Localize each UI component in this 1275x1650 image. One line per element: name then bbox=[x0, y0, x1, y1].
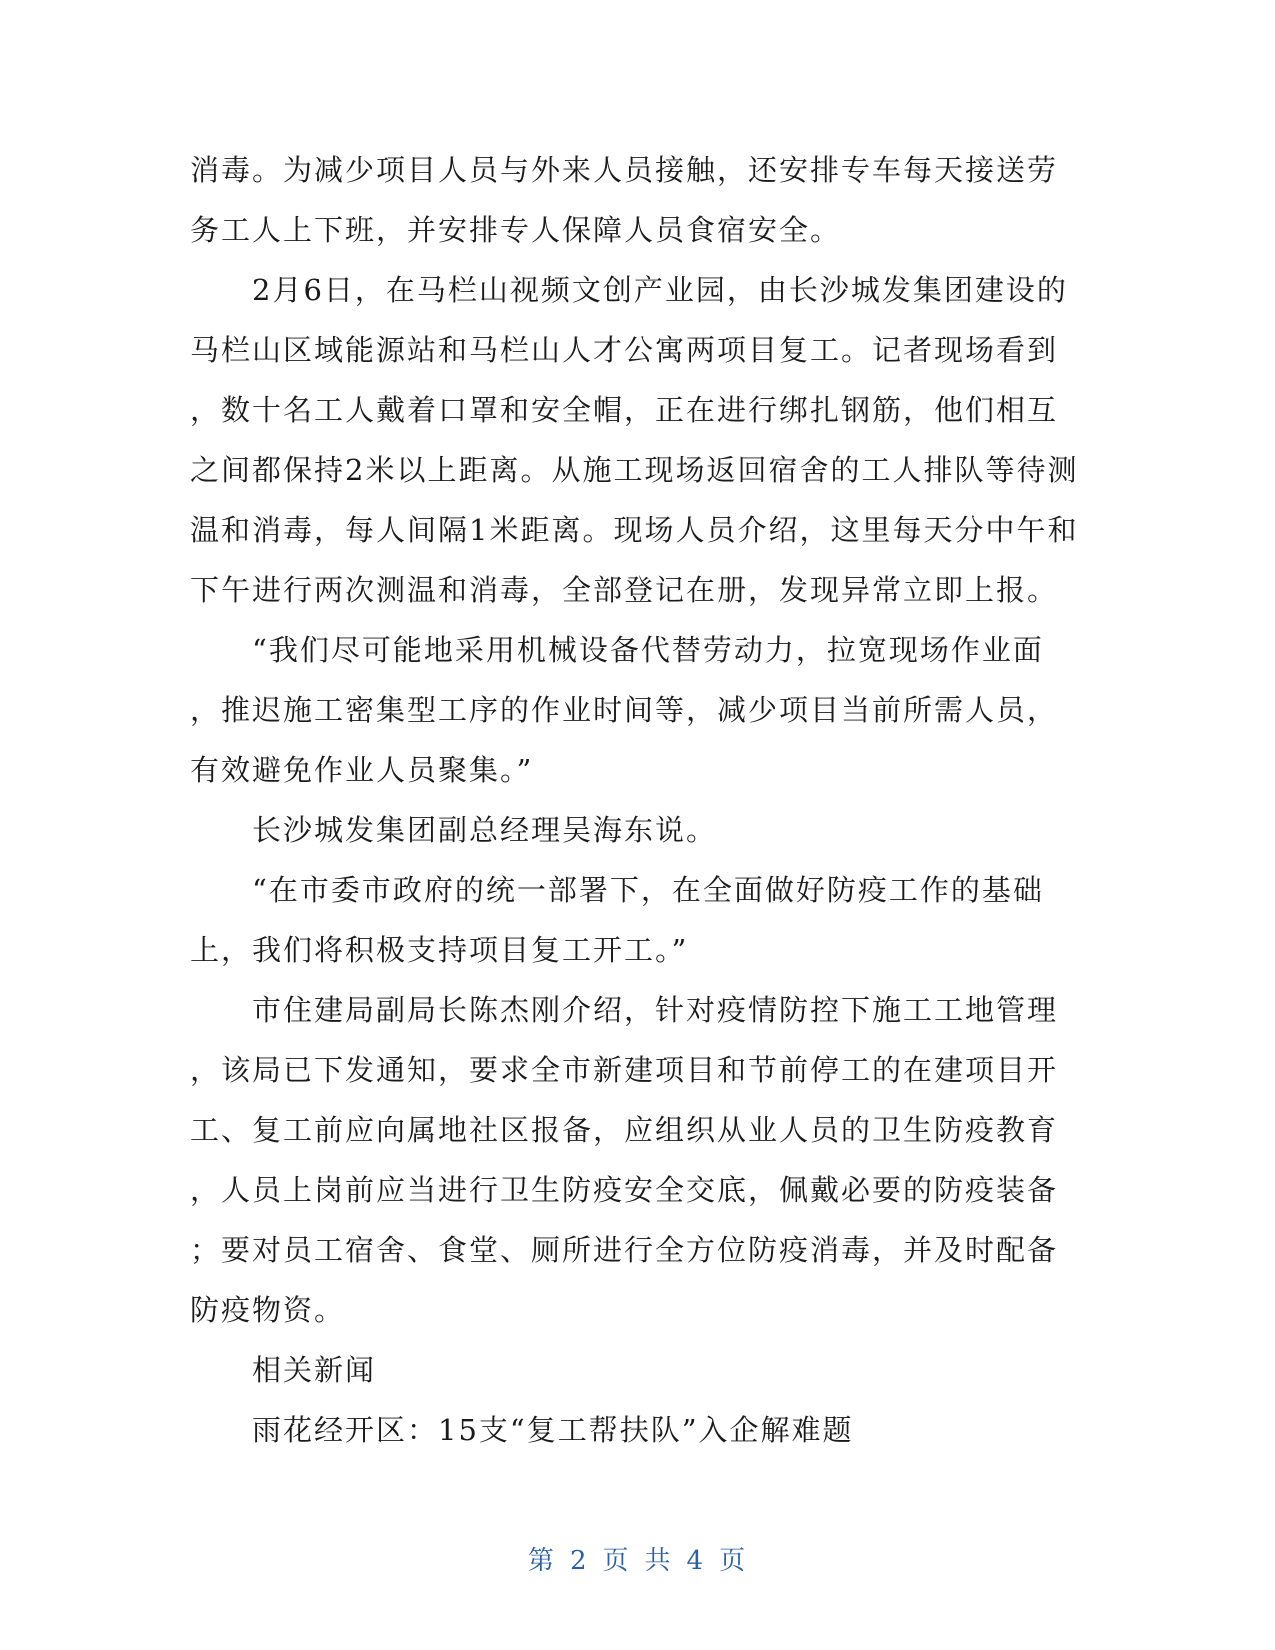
footer-ye: 页 bbox=[602, 1546, 631, 1576]
text-line: 上，我们将积极支持项目复工开工。” bbox=[190, 933, 689, 967]
section-heading: 相关新闻 bbox=[252, 1353, 377, 1387]
text-line: ，该局已下发通知，要求全市新建项目和节前停工的在建项目开 bbox=[190, 1053, 1059, 1087]
footer-ye: 页 bbox=[719, 1546, 748, 1576]
text-line: 消毒。为减少项目人员与外来人员接触，还安排专车每天接送劳 bbox=[190, 153, 1059, 187]
text-line: 之间都保持2米以上距离。从施工现场返回宿舍的工人排队等待测 bbox=[190, 453, 1079, 487]
footer-gong: 共 bbox=[644, 1546, 673, 1576]
total-page-number: 4 bbox=[686, 1546, 706, 1576]
paragraph-start: 市住建局副局长陈杰刚介绍，针对疫情防控下施工工地管理 bbox=[252, 993, 1059, 1027]
text-line: ，人员上岗前应当进行卫生防疫安全交底，佩戴必要的防疫装备 bbox=[190, 1173, 1059, 1207]
paragraph-start: 2月6日，在马栏山视频文创产业园，由长沙城发集团建设的 bbox=[252, 273, 1068, 307]
related-news-item: 雨花经开区：15支“复工帮扶队”入企解难题 bbox=[252, 1413, 854, 1447]
page-footer bbox=[0, 1540, 1275, 1577]
text-line: 下午进行两次测温和消毒，全部登记在册，发现异常立即上报。 bbox=[190, 573, 1059, 607]
text-line: 马栏山区域能源站和马栏山人才公寓两项目复工。记者现场看到 bbox=[190, 333, 1059, 367]
text-line: 有效避免作业人员聚集。” bbox=[190, 753, 534, 787]
text-line: 工、复工前应向属地社区报备，应组织从业人员的卫生防疫教育 bbox=[190, 1113, 1059, 1147]
current-page-number: 2 bbox=[569, 1546, 589, 1576]
text-line: 务工人上下班，并安排专人保障人员食宿安全。 bbox=[190, 213, 842, 247]
text-line: 防疫物资。 bbox=[190, 1293, 346, 1327]
text-line: ，推迟施工密集型工序的作业时间等，减少项目当前所需人员， bbox=[190, 693, 1059, 727]
text-line: ，数十名工人戴着口罩和安全帽，正在进行绑扎钢筋，他们相互 bbox=[190, 393, 1059, 427]
text-line: 温和消毒，每人间隔1米距离。现场人员介绍，这里每天分中午和 bbox=[190, 513, 1079, 547]
body-text bbox=[190, 140, 1090, 1460]
paragraph-start: 长沙城发集团副总经理吴海东说。 bbox=[252, 813, 718, 847]
paragraph-start: “在市委市政府的统一部署下，在全面做好防疫工作的基础 bbox=[252, 873, 1044, 907]
text-line: ；要对员工宿舍、食堂、厕所进行全方位防疫消毒，并及时配备 bbox=[190, 1233, 1059, 1267]
paragraph-start: “我们尽可能地采用机械设备代替劳动力，拉宽现场作业面 bbox=[252, 633, 1044, 667]
footer-di: 第 bbox=[527, 1546, 556, 1576]
